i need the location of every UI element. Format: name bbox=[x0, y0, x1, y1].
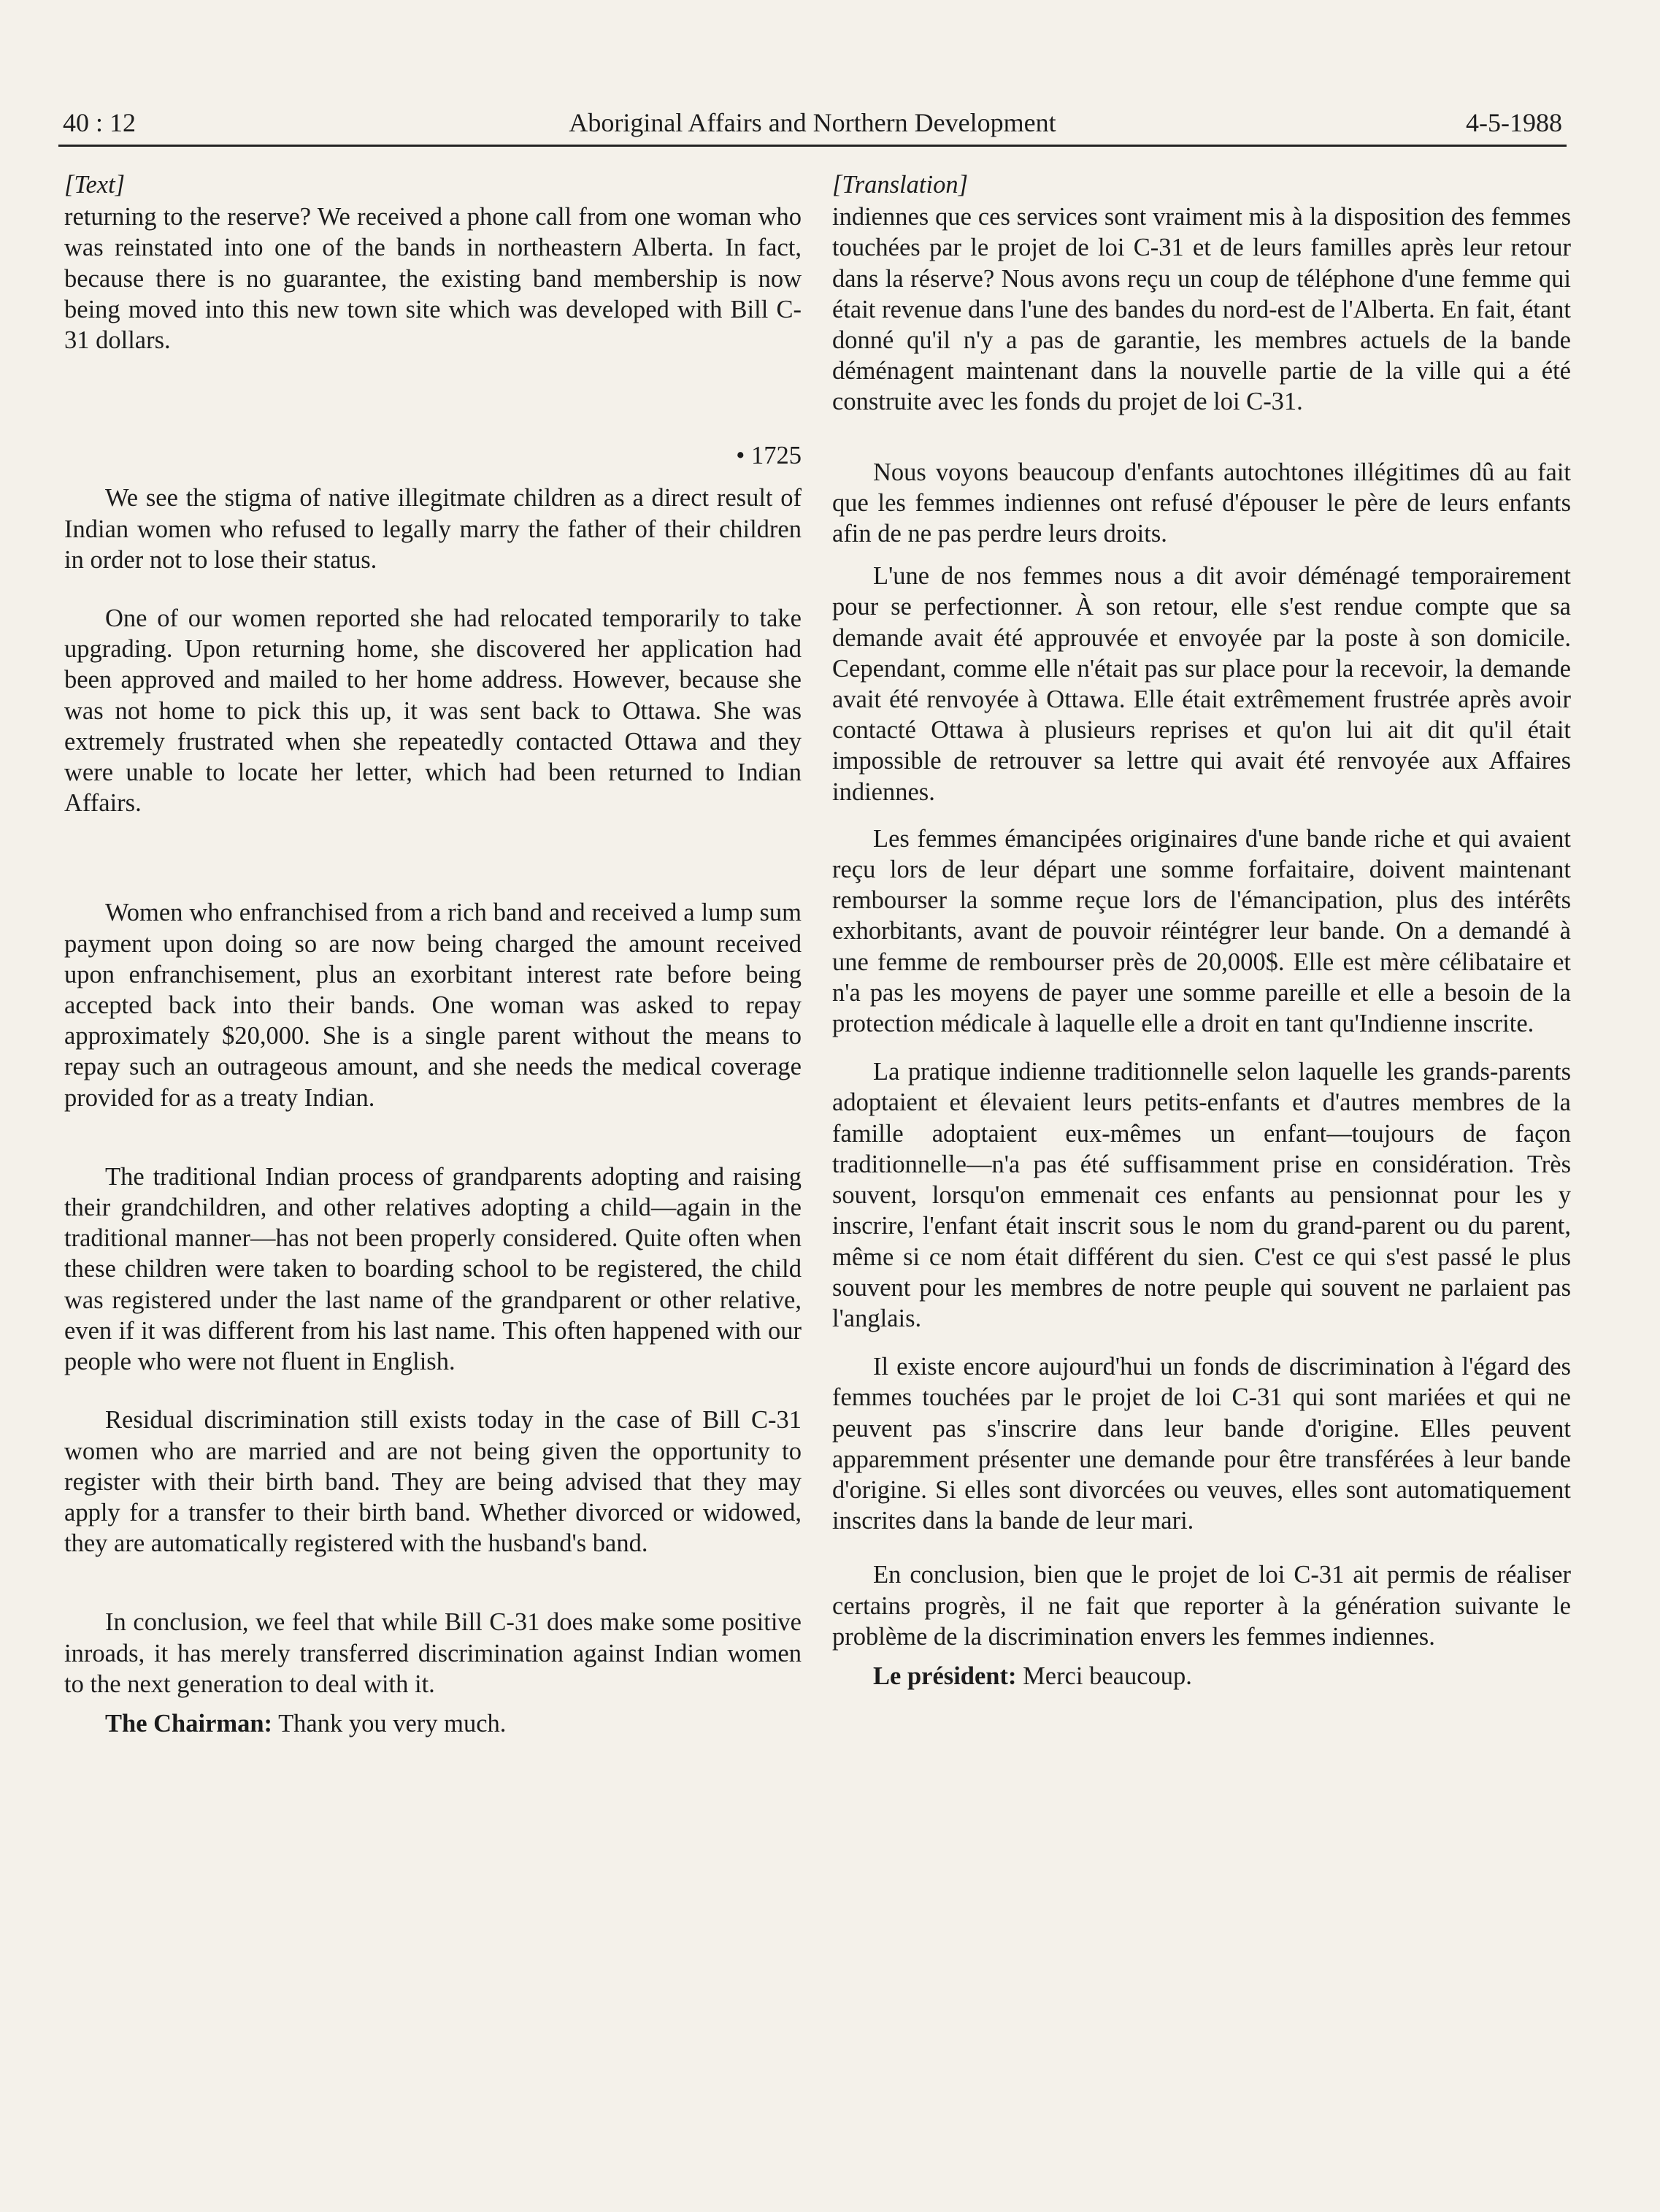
speaker-name: The Chairman: bbox=[105, 1709, 273, 1737]
column-label-translation: [Translation] bbox=[832, 171, 968, 199]
paragraph: Nous voyons beaucoup d'enfants autochtones illégitimes dû au fait que les femmes indiennes ont refusé d'épouser le père de leurs enfants afin de ne pas perdre leurs droits. bbox=[832, 458, 1571, 548]
paragraph: One of our women reported she had relocated temporarily to take upgrading. Upon returning home, she discovered her application had been approved and mailed to her home address. However, because she was not home to pick this up, it was sent back to Ottawa. She was extremely frustrated when she repeatedly contacted Ottawa and they were unable to locate her letter, which had been returned to Indian Affairs. bbox=[64, 604, 802, 818]
french-column bbox=[832, 169, 1571, 1691]
paragraph: indiennes que ces services sont vraiment mis à la disposition des femmes touchées par le projet de loi C-31 et de leurs familles après leur retour dans la réserve? Nous avons reçu un coup de téléphone d'une femme qui était revenue dans l'une des bandes du nord-est de l'Alberta. En fait, étant donné qu'il n'y a pas de garantie, les membres actuels de la bande déménagent maintenant dans la nouvelle partie de la ville qui a été construite avec les fonds du projet de loi C-31. bbox=[832, 203, 1571, 416]
page-date: 4-5-1988 bbox=[1466, 108, 1562, 137]
paragraph: Residual discrimination still exists today in the case of Bill C-31 women who are married and are not being given the opportunity to register with their birth band. They are being advised that they may apply for a transfer to their birth band. Whether divorced or widowed, they are automatically registered with the husband's band. bbox=[64, 1406, 802, 1558]
closing-line bbox=[832, 1661, 1571, 1691]
column-label-text: [Text] bbox=[64, 171, 126, 199]
paragraph: Les femmes émancipées originaires d'une bande riche et qui avaient reçu lors de leur départ une somme forfaitaire, doivent maintenant rembourser la somme reçue lors de l'émancipation, plus des intérêts exhorbitants, avant de pouvoir réintégrer leur bande. On a demandé à une femme de rembourser près de 20,000$. Elle est mère célibataire et n'a pas les moyens de payer une somme pareille et elle a besoin de la protection médicale à laquelle elle a droit en tant qu'Indienne inscrite. bbox=[832, 824, 1571, 1038]
paragraph: Women who enfranchised from a rich band and received a lump sum payment upon doing so are now being charged the amount received upon enfranchisement, plus an exorbitant interest rate before being accepted back into their bands. One woman was asked to repay approximately $20,000. She is a single parent without the means to repay such an outrageous amount, and she needs the medical coverage provided for as a treaty Indian. bbox=[64, 899, 802, 1112]
paragraph: La pratique indienne traditionnelle selon laquelle les grands-parents adoptaient et élevaient leurs petits-enfants et d'autres membres de la famille adoptaient eux-mêmes un enfant—toujours de façon traditionnelle—n'a pas été suffisamment prise en considération. Très souvent, lorsqu'on emmenait ces enfants au pensionnat pour les y inscrire, l'enfant était inscrit sous le nom du grand-parent ou du parent, même si ce nom était différent du sien. C'est ce qui s'est passé le plus souvent pour les membres de notre peuple qui souvent ne parlaient pas l'anglais. bbox=[832, 1058, 1571, 1332]
speaker-text: Merci beaucoup. bbox=[1016, 1662, 1192, 1690]
paragraph: In conclusion, we feel that while Bill C-31 does make some positive inroads, it has merely transferred discrimination against Indian women to the next generation to deal with it. bbox=[64, 1608, 802, 1698]
paragraph: L'une de nos femmes nous a dit avoir déménagé temporairement pour se perfectionner. À son retour, elle s'est rendue compte que sa demande avait été approuvée et envoyée par la poste à son domicile. Cependant, comme elle n'était pas sur place pour la recevoir, la demande avait été renvoyée à Ottawa. Elle était extrêmement frustrée après avoir contacté Ottawa à plusieurs reprises et qu'on lui ait dit qu'il était impossible de retrouver sa lettre qui avait été renvoyée aux Affaires indiennes. bbox=[832, 562, 1571, 806]
english-column bbox=[64, 169, 802, 1739]
speaker-text: Thank you very much. bbox=[272, 1709, 507, 1737]
paragraph: The traditional Indian process of grandparents adopting and raising their grandchildren, and other relatives adopting a child—again in the traditional manner—has not been properly considered. Quite often when these children were taken to boarding school to be registered, the child was registered under the last name of the grandparent or other relative, even if it was different from his last name. This often happened with our people who were not fluent in English. bbox=[64, 1162, 802, 1376]
time-marker: • 1725 bbox=[736, 442, 802, 470]
paragraph: returning to the reserve? We received a phone call from one woman who was reinstated into one of the bands in northeastern Alberta. In fact, because there is no guarantee, the existing band membership is now being moved into this new town site which was developed with Bill C-31 dollars. bbox=[64, 203, 802, 355]
page-number: 40 : 12 bbox=[63, 108, 137, 137]
paragraph: We see the stigma of native illegitmate children as a direct result of Indian women who refused to legally marry the father of their children in order not to lose their status. bbox=[64, 484, 802, 574]
paragraph: En conclusion, bien que le projet de loi C-31 ait permis de réaliser certains progrès, il ne fait que reporter à la génération suivante le problème de la discrimination envers les femmes indiennes. bbox=[832, 1561, 1571, 1651]
page-header bbox=[58, 107, 1567, 147]
speaker-name: Le président: bbox=[873, 1662, 1017, 1690]
paragraph: Il existe encore aujourd'hui un fonds de discrimination à l'égard des femmes touchées par le projet de loi C-31 qui sont mariées et qui ne peuvent pas s'inscrire dans leur bande d'origine. Elles peuvent apparemment présenter une demande pour être transférées à leur bande d'origine. Si elles sont divorcées ou veuves, elles sont automatiquement inscrites dans la bande de leur mari. bbox=[832, 1353, 1571, 1535]
committee-title: Aboriginal Affairs and Northern Development bbox=[569, 108, 1056, 137]
closing-line bbox=[64, 1708, 802, 1739]
